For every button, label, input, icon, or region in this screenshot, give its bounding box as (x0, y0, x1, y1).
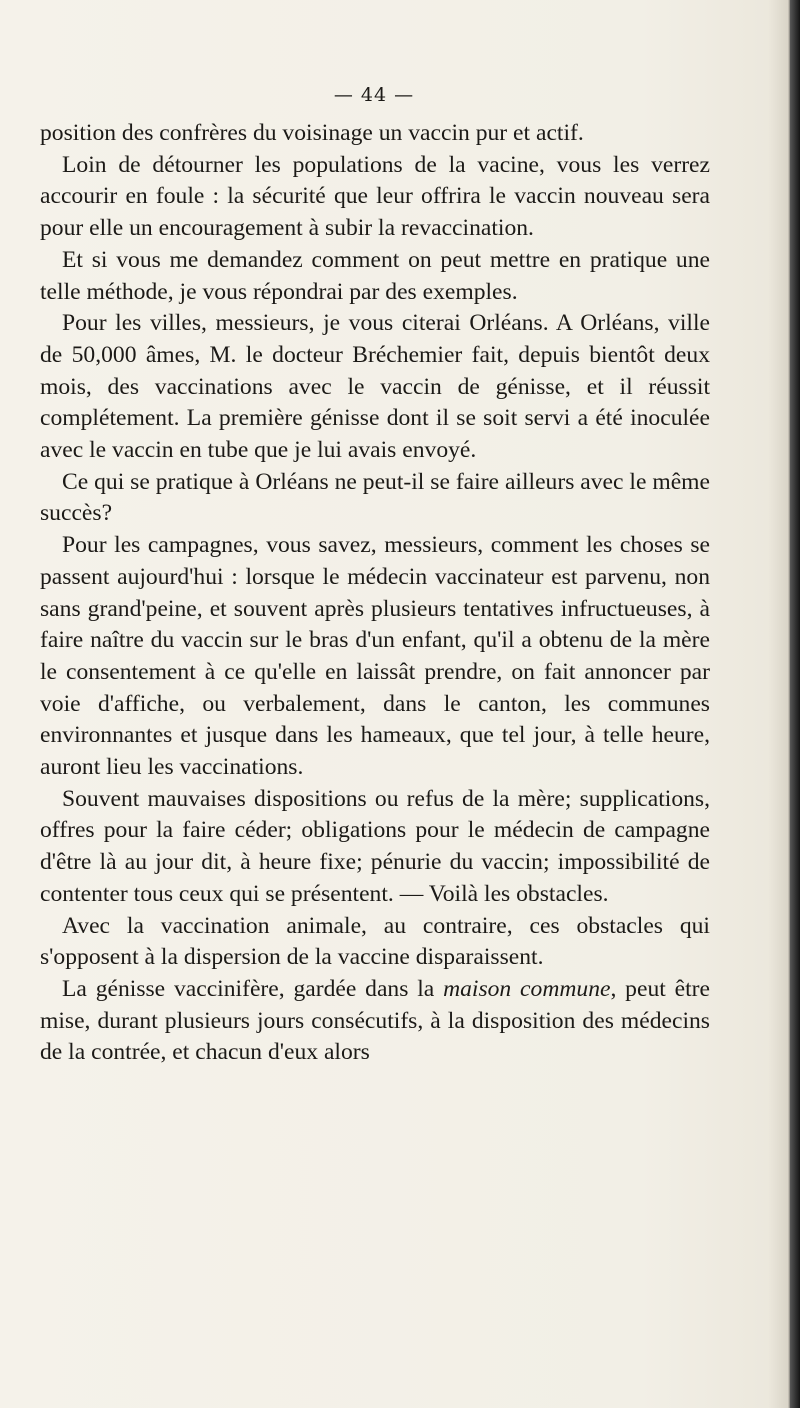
paragraph-3: Et si vous me demandez comment on peut mettre en pratique une telle méthode, je vous répondrai par des exemples. (40, 246, 710, 305)
paragraph-1: position des confrères du voisinage un vaccin pur et actif. (40, 120, 584, 146)
paragraph-4: Pour les villes, messieurs, je vous citerai Orléans. A Orléans, ville de 50,000 âmes, M. le docteur Bréchemier fait, depuis bientôt deux mois, des vaccinations avec le vaccin de génisse, et il réussit complétement. La première génisse dont il se soit servi a été inoculée avec le vaccin en tube que je lui avais envoyé. (40, 310, 710, 464)
body-text (40, 118, 710, 1069)
paragraph-9 (40, 974, 710, 1069)
paragraph-9-end: , peut être mise, durant plusieurs jours consécutifs, à la disposition des médecins de la contrée, et chacun d'eux alors (40, 975, 710, 1066)
paragraph-5: Ce qui se pratique à Orléans ne peut-il se faire ailleurs avec le même succès? (40, 468, 710, 527)
page-edge-shadow (790, 0, 800, 1408)
page-number: — 44 — (333, 84, 415, 106)
paragraph-8: Avec la vaccination animale, au contraire, ces obstacles qui s'opposent à la dispersion de la vaccine disparaissent. (40, 912, 710, 971)
paragraph-7: Souvent mauvaises dispositions ou refus de la mère; supplications, offres pour la faire céder; obligations pour le médecin de campagne d'être là au jour dit, à heure fixe; pénurie du vaccin; impossibilité de contenter tous ceux qui se présentent. — Voilà les obstacles. (40, 785, 710, 907)
paragraph-2: Loin de détourner les populations de la vacine, vous les verrez accourir en foule : la sécurité que leur offrira le vaccin nouveau sera pour elle un encouragement à subir la revaccination. (40, 151, 710, 242)
paragraph-6: Pour les campagnes, vous savez, messieurs, comment les choses se passent aujourd'hui : lorsque le médecin vaccinateur est parvenu, non sans grand'peine, et souvent après plusieurs tentatives infructueuses, à faire naître du vaccin sur le bras d'un enfant, qu'il a obtenu de la mère le consentement à ce qu'elle en laissât prendre, on fait annoncer par voie d'affiche, ou verbalement, dans le canton, les communes environnantes et jusque dans les hameaux, que tel jour, à telle heure, auront lieu les vaccinations. (40, 532, 710, 781)
paragraph-9-italic: maison commune (443, 975, 611, 1002)
paragraph-9-start: La génisse vaccinifère, gardée dans la (62, 975, 444, 1002)
